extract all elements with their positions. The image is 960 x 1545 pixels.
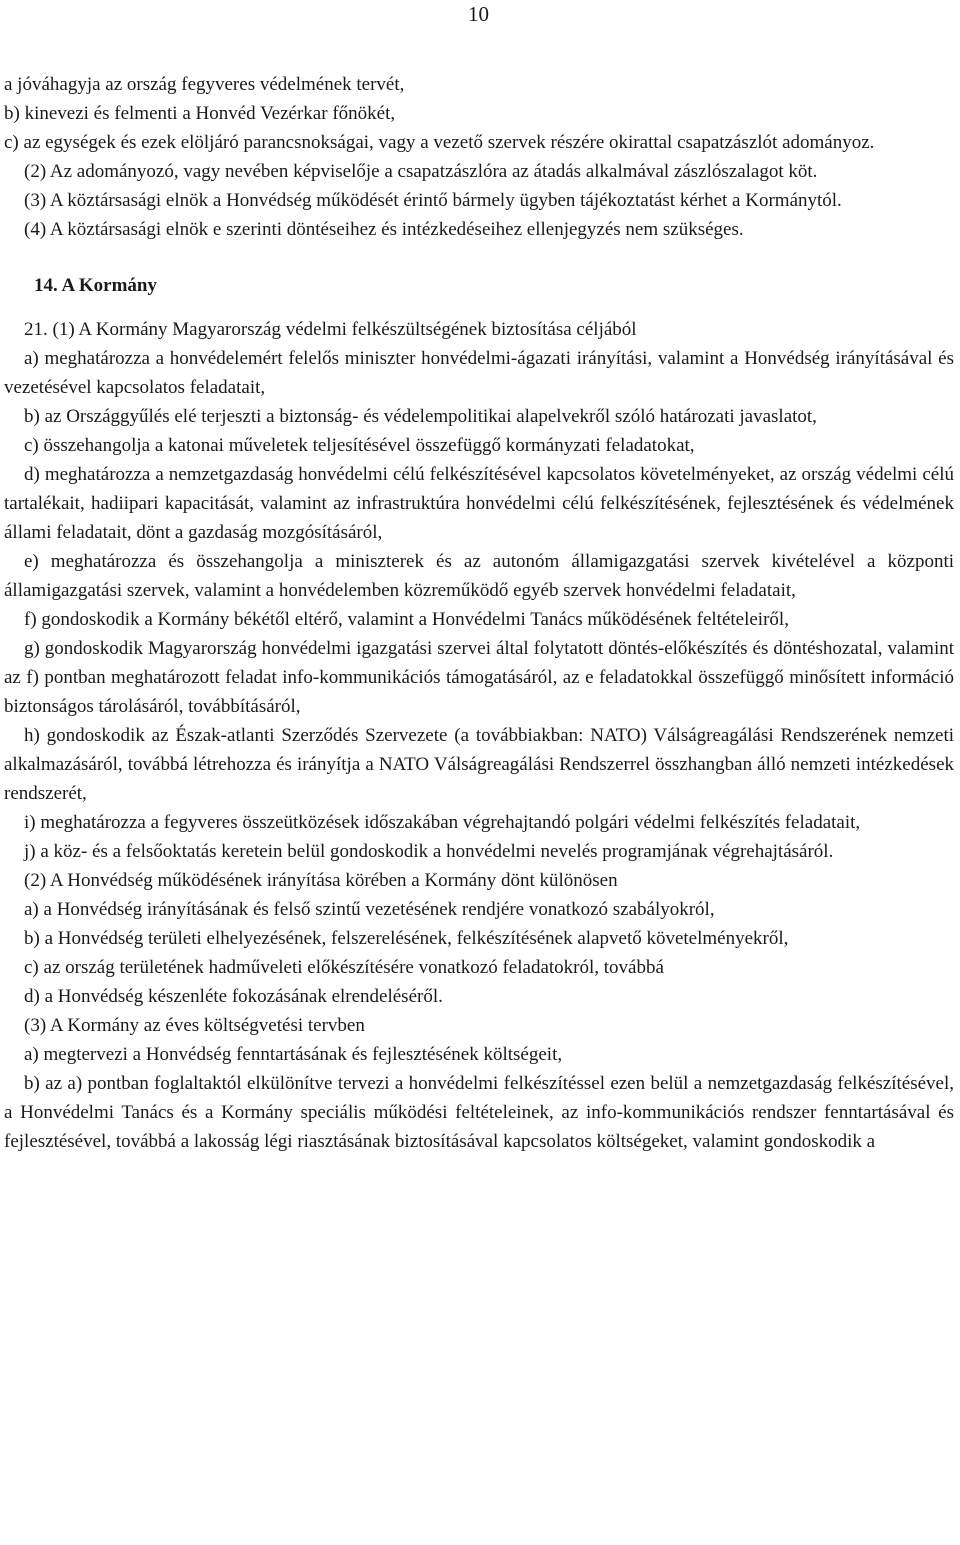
paragraph: (4) A köztársasági elnök e szerinti döntéseihez és intézkedéseihez ellenjegyzés nem szükséges. <box>24 219 744 240</box>
paragraph: a) meghatározza a honvédelemért felelős miniszter honvédelmi-ágazati irányítási, valamint a Honvédség irányításával és vezetésével kapcsolatos feladatait, <box>4 348 954 398</box>
paragraph: d) meghatározza a nemzetgazdaság honvédelmi célú felkészítésével kapcsolatos követelményeket, az ország védelmi célú tartalékait, hadiipari kapacitását, valamint az infrastruktúra honvédelmi célú felkészítésének, fejlesztésének és védelmének állami feladatait, dönt a gazdaság mozgósításáról, <box>4 464 954 543</box>
paragraph: b) az Országgyűlés elé terjeszti a biztonság- és védelempolitikai alapelvekről szóló határozati javaslatot, <box>24 406 817 427</box>
paragraph: c) az egységek és ezek elöljáró parancsnokságai, vagy a vezető szervek részére okirattal csapatzászlót adományoz. <box>4 132 875 153</box>
paragraph: g) gondoskodik Magyarország honvédelmi igazgatási szervei által folytatott döntés-előkészítés és döntéshozatal, valamint az f) pontban meghatározott feladat info-kommunikációs támogatásáról, az e feladatokkal összefüggő minősített információ biztonságos tárolásáról, továbbításáról, <box>4 638 954 717</box>
paragraph: (3) A Kormány az éves költségvetési tervben <box>24 1015 365 1036</box>
paragraph: a) megtervezi a Honvédség fenntartásának és fejlesztésének költségeit, <box>24 1044 563 1065</box>
paragraph: a) a Honvédség irányításának és felső szintű vezetésének rendjére vonatkozó szabályokról, <box>24 899 715 920</box>
paragraph: (3) A köztársasági elnök a Honvédség működését érintő bármely ügyben tájékoztatást kérhet a Kormánytól. <box>24 190 842 211</box>
paragraph: b) a Honvédség területi elhelyezésének, felszerelésének, felkészítésének alapvető követelményekről, <box>24 928 789 949</box>
paragraph: h) gondoskodik az Észak-atlanti Szerződés Szervezete (a továbbiakban: NATO) Válságreagálási Rendszerének nemzeti alkalmazásáról, továbbá létrehozza és irányítja a NATO Válságreagálási Rendszerrel összhangban álló nemzeti intézkedések rendszerét, <box>4 725 954 804</box>
section-title: 14. A Kormány <box>34 275 157 296</box>
paragraph: a jóváhagyja az ország fegyveres védelmének tervét, <box>4 74 405 95</box>
paragraph: (2) Az adományozó, vagy nevében képviselője a csapatzászlóra az átadás alkalmával zászlószalagot köt. <box>24 161 818 182</box>
page-number: 10 <box>468 2 489 26</box>
paragraph: f) gondoskodik a Kormány békétől eltérő, valamint a Honvédelmi Tanács működésének feltételeiről, <box>24 609 789 630</box>
paragraph: (2) A Honvédség működésének irányítása körében a Kormány dönt különösen <box>24 870 618 891</box>
paragraph: d) a Honvédség készenléte fokozásának elrendeléséről. <box>24 986 443 1007</box>
paragraph: e) meghatározza és összehangolja a miniszterek és az autonóm államigazgatási szervek kivételével a központi államigazgatási szervek, valamint a honvédelemben közreműködő egyéb szervek honvédelmi feladatait, <box>4 551 954 601</box>
document-body <box>4 70 954 1156</box>
paragraph: b) az a) pontban foglaltaktól elkülönítve tervezi a honvédelmi felkészítéssel ezen belül a nemzetgazdaság felkészítésével, a Honvédelmi Tanács és a Kormány speciális működési feltételeinek, az info-kommunikációs rendszer fenntartásával és fejlesztésével, továbbá a lakosság légi riasztásának biztosításával kapcsolatos költségeket, valamint gondoskodik a <box>4 1073 954 1152</box>
paragraph: i) meghatározza a fegyveres összeütközések időszakában végrehajtandó polgári védelmi felkészítés feladatait, <box>24 812 861 833</box>
paragraph: 21. (1) A Kormány Magyarország védelmi felkészültségének biztosítása céljából <box>24 319 637 340</box>
paragraph: c) az ország területének hadműveleti előkészítésére vonatkozó feladatokról, továbbá <box>24 957 664 978</box>
paragraph: b) kinevezi és felmenti a Honvéd Vezérkar főnökét, <box>4 103 396 124</box>
paragraph: j) a köz- és a felsőoktatás keretein belül gondoskodik a honvédelmi nevelés programjának végrehajtásáról. <box>24 841 834 862</box>
paragraph: c) összehangolja a katonai műveletek teljesítésével összefüggő kormányzati feladatokat, <box>24 435 695 456</box>
